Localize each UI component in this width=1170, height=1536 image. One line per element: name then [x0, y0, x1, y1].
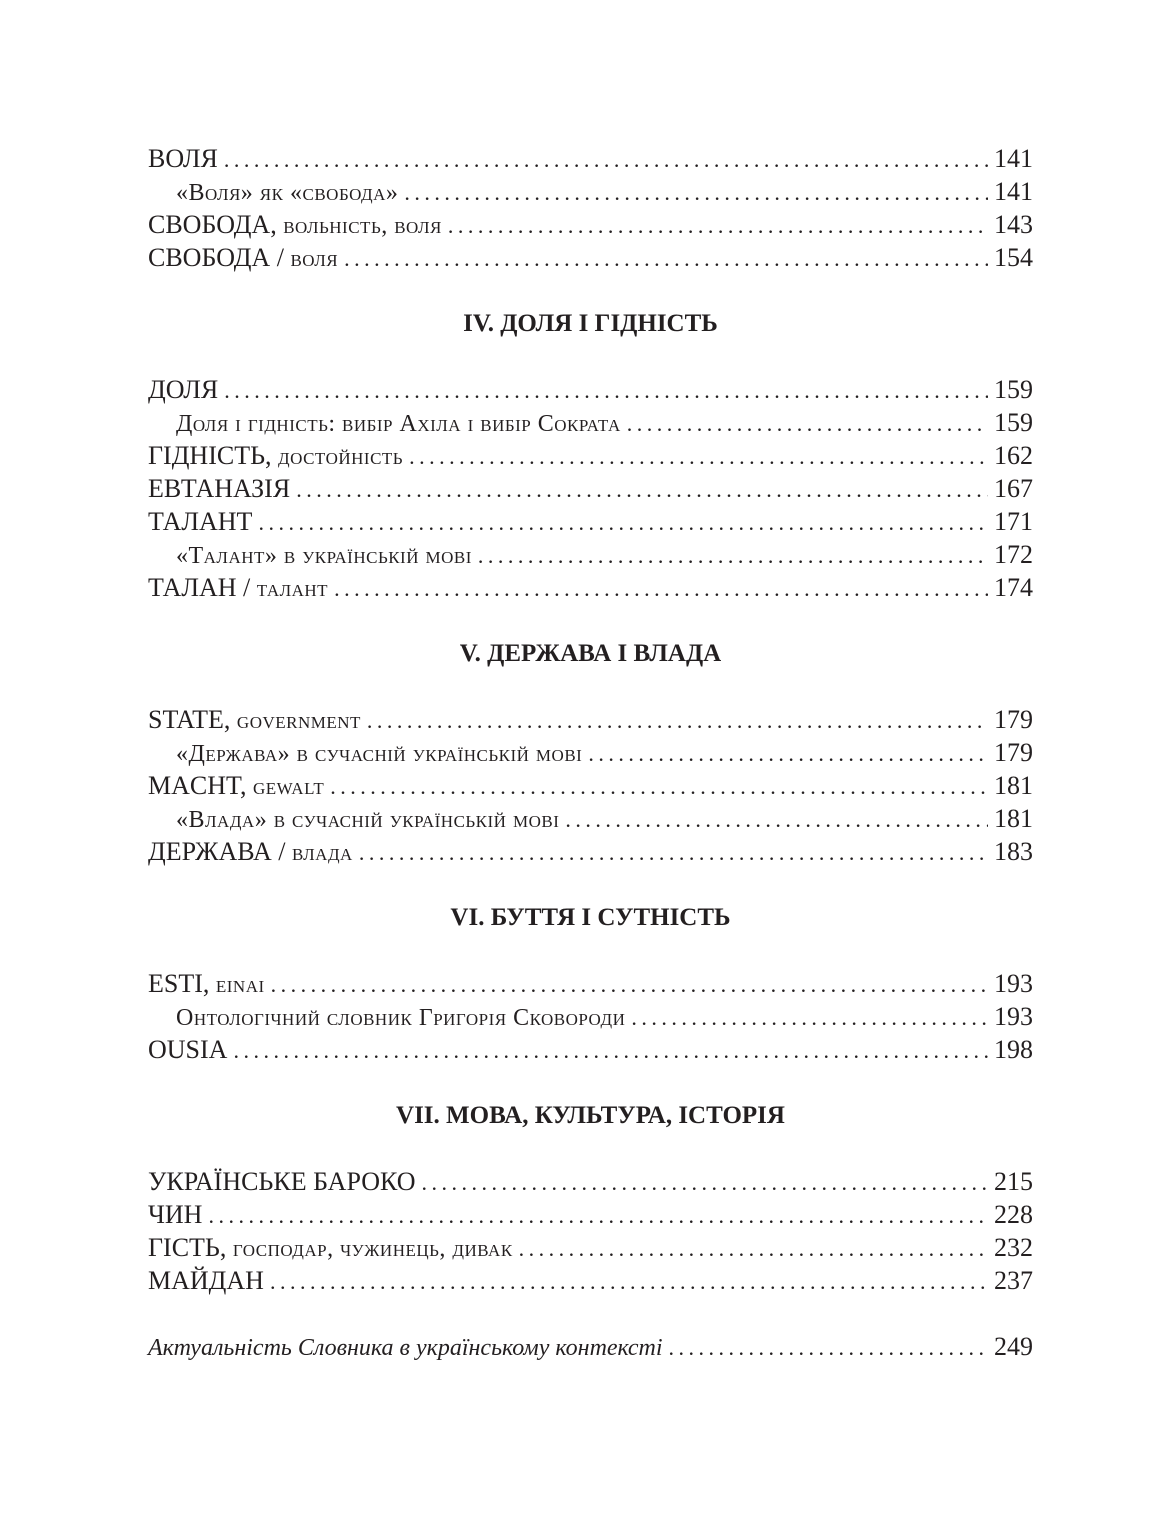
dot-leader: [588, 737, 988, 770]
entry-label: [148, 1165, 415, 1198]
toc-entry: [148, 769, 1033, 802]
entry-label: [148, 505, 252, 538]
dot-leader: [224, 143, 988, 176]
entry-secondary-terms: влада: [285, 840, 353, 866]
entry-label: Актуальність Словника в українському контексті: [148, 1335, 663, 1361]
toc-entry: [148, 802, 1033, 835]
entry-main-term: ЕВТАНАЗІЯ: [148, 474, 291, 503]
page-number: 167: [994, 474, 1033, 503]
section-heading: V. ДЕРЖАВА І ВЛАДА: [459, 640, 722, 667]
entry-label: [148, 1198, 202, 1231]
entry-main-term: OUSIA: [148, 1035, 228, 1064]
page-number: 141: [994, 144, 1033, 173]
entry-main-term: СВОБОДА /: [148, 243, 284, 272]
entry-main-term: ДЕРЖАВА /: [148, 837, 286, 866]
dot-leader: [344, 242, 988, 275]
page-number: 154: [994, 243, 1033, 272]
dot-leader: [627, 407, 988, 440]
dot-leader: [421, 1166, 988, 1199]
entry-secondary-terms: талант: [250, 576, 329, 602]
entry-label: Онтологічний словник Григорія Сковороди: [176, 1005, 626, 1031]
toc-entry: [148, 142, 1033, 175]
dot-leader: [367, 704, 988, 737]
entry-main-term: МАЙДАН: [148, 1266, 264, 1295]
entry-main-term: ESTI,: [148, 969, 210, 998]
entry-secondary-terms: достойність: [271, 444, 404, 470]
entry-label: [148, 835, 353, 870]
page-number: 143: [994, 210, 1033, 239]
page-number: 162: [994, 441, 1033, 470]
dot-leader: [224, 374, 988, 407]
page-number: 232: [994, 1233, 1033, 1262]
page-number: 159: [994, 408, 1033, 437]
toc-entry: [148, 967, 1033, 1000]
toc-entry: [148, 472, 1033, 505]
dot-leader: [404, 176, 988, 209]
entry-main-term: ВОЛЯ: [148, 144, 218, 173]
page-number: 179: [994, 705, 1033, 734]
page-number: 183: [994, 837, 1033, 866]
page-number: 193: [994, 969, 1033, 998]
entry-label: [148, 439, 403, 474]
entry-main-term: УКРАЇНСЬКЕ БАРОКО: [148, 1167, 416, 1196]
toc-entry: [148, 703, 1033, 736]
entry-label: Доля і гідність: вибір Ахіла і вибір Сократа: [176, 411, 621, 437]
entry-label: [148, 1264, 264, 1297]
toc-entry: [148, 505, 1033, 538]
toc-entry: [148, 736, 1033, 769]
toc-entry: [148, 1165, 1033, 1198]
entry-secondary-terms: government: [230, 708, 361, 734]
entry-label: [148, 769, 324, 804]
page-number: 174: [994, 573, 1033, 602]
entry-main-term: ДОЛЯ: [148, 375, 219, 404]
page-number: 171: [994, 507, 1033, 536]
entry-label: [148, 472, 290, 505]
toc-entry: [148, 1264, 1033, 1297]
section-heading: VII. МОВА, КУЛЬТУРА, ІСТОРІЯ: [396, 1102, 785, 1129]
page-number: 141: [994, 177, 1033, 206]
entry-label: [148, 241, 338, 276]
entry-secondary-terms: господар, чужинець, дивак: [226, 1236, 513, 1262]
entry-label: [148, 1033, 227, 1066]
page-number: 198: [994, 1035, 1033, 1064]
page-number: 181: [994, 804, 1033, 833]
entry-main-term: ЧИН: [148, 1200, 203, 1229]
dot-leader: [478, 539, 988, 572]
dot-leader: [208, 1199, 988, 1232]
entry-secondary-terms: gewalt: [246, 774, 325, 800]
toc-entry: [148, 373, 1033, 406]
entry-secondary-terms: воля: [283, 246, 339, 272]
dot-leader: [669, 1331, 988, 1364]
dot-leader: [271, 968, 988, 1001]
dot-leader: [233, 1034, 988, 1067]
entry-label: «Влада» в сучасній українській мові: [176, 807, 560, 833]
toc-entry: [148, 1000, 1033, 1033]
entry-label: [148, 208, 442, 243]
dot-leader: [565, 803, 988, 836]
page-number: 179: [994, 738, 1033, 767]
page-number: 228: [994, 1200, 1033, 1229]
page-number: 193: [994, 1002, 1033, 1031]
toc-entry: [148, 1198, 1033, 1231]
page-number: 172: [994, 540, 1033, 569]
dot-leader: [448, 209, 988, 242]
toc-entry-final: [148, 1330, 1033, 1363]
page-number: 249: [994, 1332, 1033, 1361]
entry-main-term: STATE,: [148, 705, 231, 734]
page-number: 159: [994, 375, 1033, 404]
dot-leader: [296, 473, 988, 506]
toc-entry: [148, 835, 1033, 868]
entry-label: «Талант» в українській мові: [176, 543, 472, 569]
toc-entry: [148, 406, 1033, 439]
dot-leader: [631, 1001, 988, 1034]
dot-leader: [334, 572, 988, 605]
entry-main-term: ГІСТЬ,: [148, 1233, 227, 1262]
entry-label: [148, 373, 218, 406]
toc-entry: [148, 538, 1033, 571]
entry-main-term: СВОБОДА,: [148, 210, 277, 239]
toc-entry: [148, 175, 1033, 208]
toc-entry: [148, 1231, 1033, 1264]
entry-label: [148, 703, 361, 738]
entry-secondary-terms: einai: [209, 972, 265, 998]
dot-leader: [270, 1265, 988, 1298]
table-of-contents: [148, 142, 1033, 1363]
dot-leader: [330, 770, 988, 803]
entry-label: [148, 142, 218, 175]
dot-leader: [359, 836, 988, 869]
entry-main-term: MACHT,: [148, 771, 247, 800]
toc-entry: [148, 439, 1033, 472]
entry-label: «Воля» як «свобода»: [176, 180, 399, 206]
page-number: 237: [994, 1266, 1033, 1295]
entry-secondary-terms: вольність, воля: [276, 213, 442, 239]
entry-label: [148, 1231, 513, 1266]
entry-main-term: ГІДНІСТЬ,: [148, 441, 272, 470]
toc-entry: [148, 571, 1033, 604]
entry-label: [148, 967, 265, 1002]
page-number: 215: [994, 1167, 1033, 1196]
dot-leader: [519, 1232, 988, 1265]
entry-main-term: ТАЛАН /: [148, 573, 251, 602]
page-number: 181: [994, 771, 1033, 800]
section-heading: IV. ДОЛЯ І ГІДНІСТЬ: [463, 310, 718, 337]
dot-leader: [258, 506, 988, 539]
dot-leader: [409, 440, 988, 473]
entry-label: [148, 571, 328, 606]
toc-entry: [148, 241, 1033, 274]
entry-label: «Держава» в сучасній українській мові: [176, 741, 583, 767]
toc-entry: [148, 208, 1033, 241]
toc-entry: [148, 1033, 1033, 1066]
section-heading: VI. БУТТЯ І СУТНІСТЬ: [450, 904, 731, 931]
spacer: [148, 1297, 1033, 1330]
entry-main-term: ТАЛАНТ: [148, 507, 253, 536]
